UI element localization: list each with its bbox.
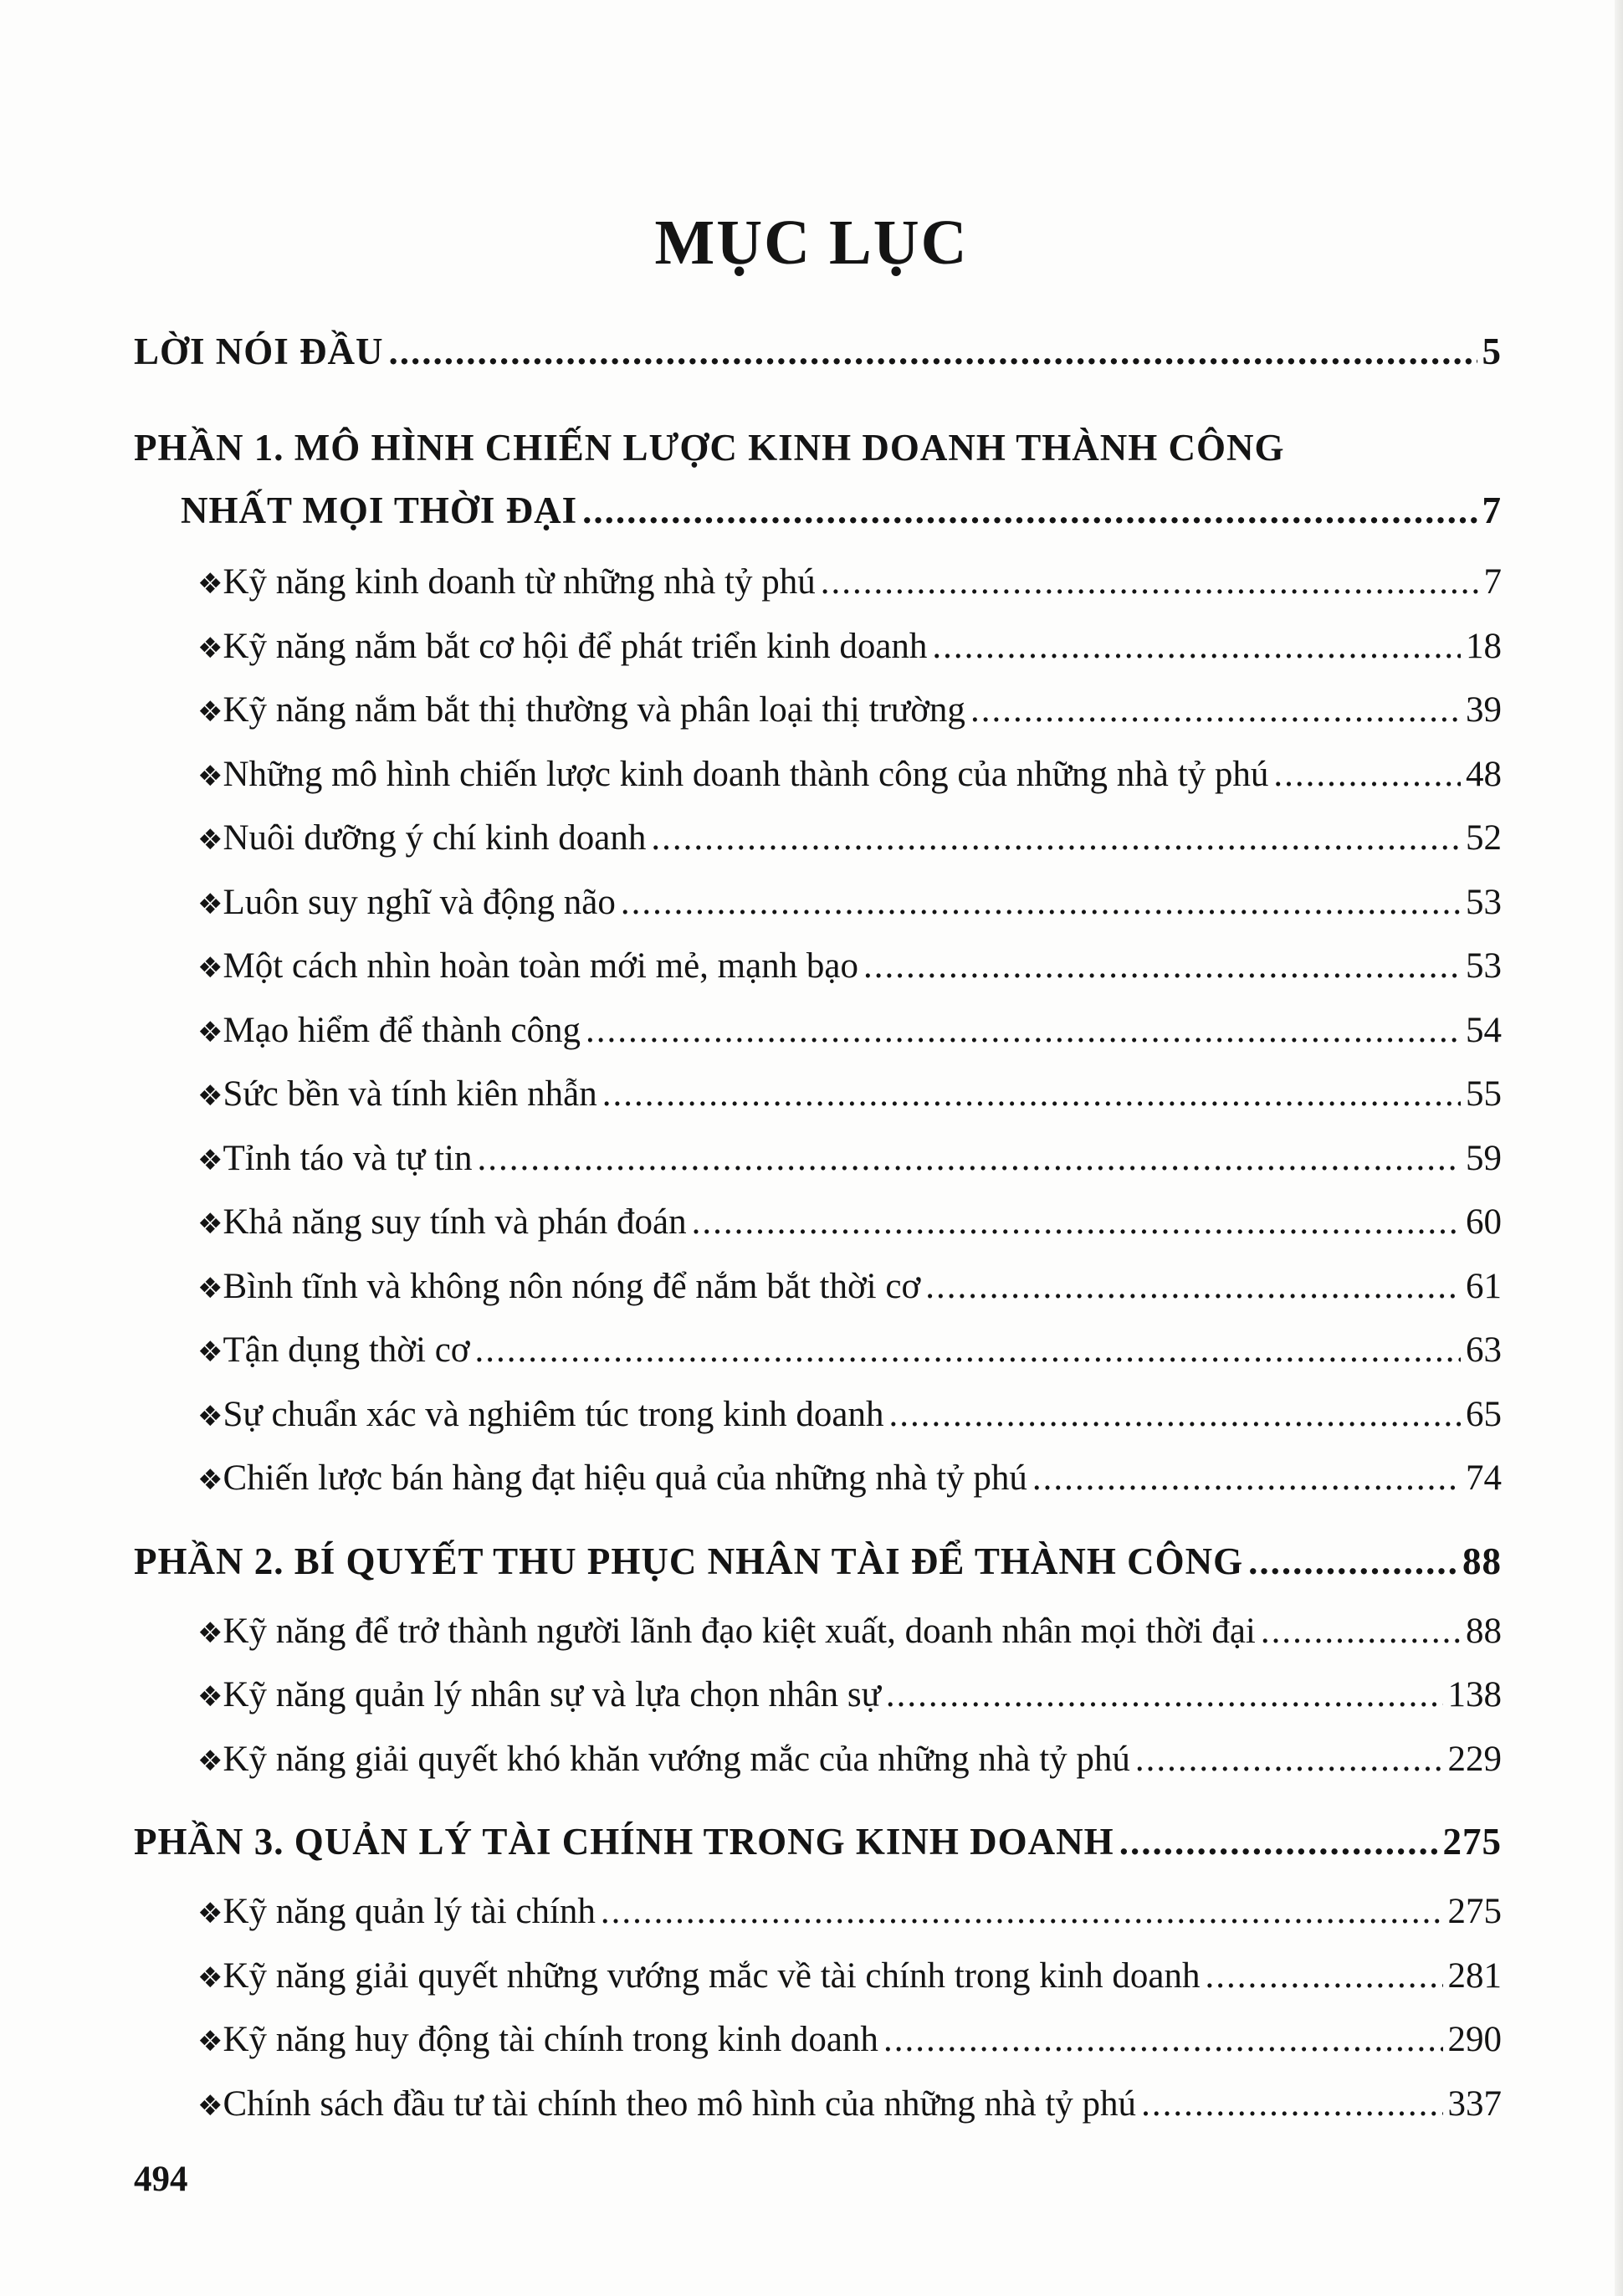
dot-leader (601, 1880, 1443, 1945)
toc-item[interactable] (134, 871, 1502, 935)
page-title: MỤC LỤC (654, 208, 969, 278)
page-number: 494 (134, 2160, 188, 2199)
diamond-bullet-icon: ❖ (197, 759, 223, 793)
toc-entry-page: 275 (1442, 1821, 1502, 1863)
toc-item-label: Kỹ năng giải quyết những vướng mắc về tài chính trong kinh doanh (223, 1955, 1201, 1996)
toc-item-label: Tận dụng thời cơ (223, 1330, 470, 1370)
diamond-bullet-icon: ❖ (197, 887, 223, 921)
toc-item-label: Kỹ năng kinh doanh từ những nhà tỷ phú (223, 562, 816, 602)
diamond-bullet-icon: ❖ (197, 1143, 223, 1177)
toc-item[interactable] (134, 551, 1502, 615)
toc-item[interactable] (134, 1600, 1502, 1664)
toc-item-page: 7 (1483, 562, 1502, 602)
toc-item-label: Chiến lược bán hàng đạt hiệu quả của những nhà tỷ phú (223, 1458, 1027, 1498)
table-of-contents (134, 318, 1502, 2136)
dot-leader (1141, 2073, 1442, 2137)
toc-item-page: 54 (1466, 1010, 1502, 1050)
toc-entry-page: 7 (1482, 489, 1502, 531)
toc-item-page: 53 (1466, 946, 1502, 986)
toc-item[interactable] (134, 1880, 1502, 1945)
dot-leader (883, 2008, 1443, 2073)
diamond-bullet-icon: ❖ (197, 1744, 223, 1778)
toc-item-label: Sự chuẩn xác và nghiêm túc trong kinh doanh (223, 1394, 884, 1434)
dot-leader (1032, 1447, 1461, 1511)
dot-leader (389, 318, 1477, 385)
toc-item-page: 61 (1466, 1266, 1502, 1306)
dot-leader (925, 1255, 1461, 1320)
toc-entry-label: PHẦN 2. BÍ QUYẾT THU PHỤC NHÂN TÀI ĐỂ THÀNH CÔNG (134, 1540, 1244, 1582)
diamond-bullet-icon: ❖ (197, 2025, 223, 2058)
toc-item[interactable] (134, 1127, 1502, 1192)
toc-item[interactable] (134, 999, 1502, 1063)
dot-leader (888, 1383, 1461, 1448)
dot-leader (932, 615, 1461, 679)
toc-part3-heading[interactable] (134, 1803, 1502, 1880)
diamond-bullet-icon: ❖ (197, 1271, 223, 1305)
toc-item[interactable] (134, 1319, 1502, 1383)
toc-item[interactable] (134, 743, 1502, 807)
diamond-bullet-icon: ❖ (197, 1079, 223, 1113)
toc-item-label: Bình tĩnh và không nôn nóng để nắm bắt thời cơ (223, 1266, 921, 1306)
toc-entry-foreword[interactable] (134, 318, 1502, 385)
toc-item-page: 275 (1447, 1892, 1502, 1931)
toc-item[interactable] (134, 1945, 1502, 2009)
page-edge-shadow (1615, 0, 1623, 2296)
diamond-bullet-icon: ❖ (197, 1616, 223, 1650)
dot-leader (1206, 1945, 1443, 2009)
dot-leader (970, 679, 1461, 743)
toc-item-label: Kỹ năng giải quyết khó khăn vướng mắc của những nhà tỷ phú (223, 1739, 1130, 1779)
toc-item-label: Một cách nhìn hoàn toàn mới mẻ, mạnh bạo (223, 946, 859, 986)
dot-leader (1273, 743, 1461, 807)
dot-leader (692, 1191, 1461, 1255)
dot-leader (586, 999, 1461, 1063)
dot-leader (1135, 1728, 1443, 1792)
toc-item-label: Khả năng suy tính và phán đoán (223, 1202, 687, 1242)
toc-item-page: 337 (1447, 2083, 1502, 2124)
dot-leader (1119, 1803, 1438, 1880)
dot-leader (1248, 1523, 1457, 1600)
toc-item-page: 39 (1466, 690, 1502, 730)
toc-item-page: 52 (1466, 818, 1502, 858)
diamond-bullet-icon: ❖ (197, 1680, 223, 1714)
diamond-bullet-icon: ❖ (197, 1897, 223, 1930)
diamond-bullet-icon: ❖ (197, 567, 223, 601)
toc-item[interactable] (134, 1383, 1502, 1448)
dot-leader (477, 1127, 1461, 1192)
dot-leader (863, 935, 1461, 999)
toc-item-page: 53 (1466, 882, 1502, 922)
toc-item-page: 65 (1466, 1394, 1502, 1434)
toc-item[interactable] (134, 1728, 1502, 1792)
diamond-bullet-icon: ❖ (197, 2088, 223, 2123)
toc-item-label: Kỹ năng để trở thành người lãnh đạo kiệt xuất, doanh nhân mọi thời đại (223, 1611, 1256, 1651)
toc-item-label: Kỹ năng quản lý nhân sự và lựa chọn nhân sự (223, 1675, 881, 1714)
toc-item-page: 63 (1466, 1330, 1502, 1370)
toc-item-label: Kỹ năng quản lý tài chính (223, 1892, 596, 1931)
toc-entry-label: NHẤT MỌI THỜI ĐẠI (181, 489, 578, 531)
toc-item-page: 88 (1466, 1611, 1502, 1651)
diamond-bullet-icon: ❖ (197, 631, 223, 665)
toc-item-label: Chính sách đầu tư tài chính theo mô hình của những nhà tỷ phú (223, 2083, 1137, 2124)
toc-item[interactable] (134, 807, 1502, 871)
dot-leader (475, 1319, 1461, 1383)
dot-leader (1261, 1600, 1461, 1664)
toc-item-page: 60 (1466, 1202, 1502, 1242)
toc-item-page: 55 (1466, 1074, 1502, 1114)
toc-item[interactable] (134, 1063, 1502, 1127)
toc-item-label: Luôn suy nghĩ và động não (223, 882, 616, 922)
toc-item-label: Sức bền và tính kiên nhẫn (223, 1074, 597, 1114)
toc-item[interactable] (134, 1447, 1502, 1511)
toc-item-label: Tỉnh táo và tự tin (223, 1138, 473, 1178)
toc-item[interactable] (134, 2073, 1502, 2137)
dot-leader (821, 551, 1479, 615)
diamond-bullet-icon: ❖ (197, 695, 223, 729)
toc-item-page: 48 (1466, 754, 1502, 794)
dot-leader (582, 477, 1477, 544)
dot-leader (651, 807, 1461, 871)
toc-item-page: 281 (1447, 1955, 1502, 1996)
toc-item-page: 59 (1466, 1138, 1502, 1178)
toc-item[interactable] (134, 1191, 1502, 1255)
toc-item-page: 74 (1466, 1458, 1502, 1498)
toc-entry-page: 5 (1482, 331, 1502, 372)
diamond-bullet-icon: ❖ (197, 1015, 223, 1049)
toc-item[interactable] (134, 2008, 1502, 2073)
diamond-bullet-icon: ❖ (197, 1207, 223, 1241)
dot-leader (886, 1663, 1443, 1728)
diamond-bullet-icon: ❖ (197, 1960, 223, 1995)
dot-leader (621, 871, 1461, 935)
toc-item-page: 138 (1447, 1675, 1502, 1714)
toc-item[interactable] (134, 1255, 1502, 1320)
diamond-bullet-icon: ❖ (197, 1335, 223, 1369)
toc-item[interactable] (134, 1663, 1502, 1728)
toc-item-label: Nuôi dưỡng ý chí kinh doanh (223, 818, 647, 858)
toc-item[interactable] (134, 615, 1502, 679)
diamond-bullet-icon: ❖ (197, 1463, 223, 1497)
toc-entry-label: LỜI NÓI ĐẦU (134, 331, 384, 372)
toc-item-label: Kỹ năng huy động tài chính trong kinh doanh (223, 2020, 878, 2059)
toc-item-label: Mạo hiểm để thành công (223, 1010, 581, 1050)
toc-item-label: Kỹ năng nắm bắt thị thường và phân loại thị trường (223, 690, 965, 730)
toc-part1-heading-line2[interactable] (134, 477, 1502, 544)
toc-item-page: 229 (1447, 1739, 1502, 1779)
toc-entry-label: PHẦN 3. QUẢN LÝ TÀI CHÍNH TRONG KINH DOANH (134, 1821, 1114, 1863)
dot-leader (602, 1063, 1461, 1127)
diamond-bullet-icon: ❖ (197, 1399, 223, 1433)
toc-item-label: Kỹ năng nắm bắt cơ hội để phát triển kinh doanh (223, 626, 928, 666)
toc-item-page: 18 (1466, 626, 1502, 666)
toc-item-label: Những mô hình chiến lược kinh doanh thành công của những nhà tỷ phú (223, 754, 1269, 794)
diamond-bullet-icon: ❖ (197, 951, 223, 985)
toc-part2-heading[interactable] (134, 1523, 1502, 1600)
toc-item-page: 290 (1447, 2020, 1502, 2059)
toc-entry-page: 88 (1462, 1540, 1502, 1582)
diamond-bullet-icon: ❖ (197, 823, 223, 857)
toc-part1-heading-line1[interactable]: PHẦN 1. MÔ HÌNH CHIẾN LƯỢC KINH DOANH THÀNH CÔNG (134, 427, 1285, 469)
toc-item[interactable] (134, 679, 1502, 743)
toc-item[interactable] (134, 935, 1502, 999)
